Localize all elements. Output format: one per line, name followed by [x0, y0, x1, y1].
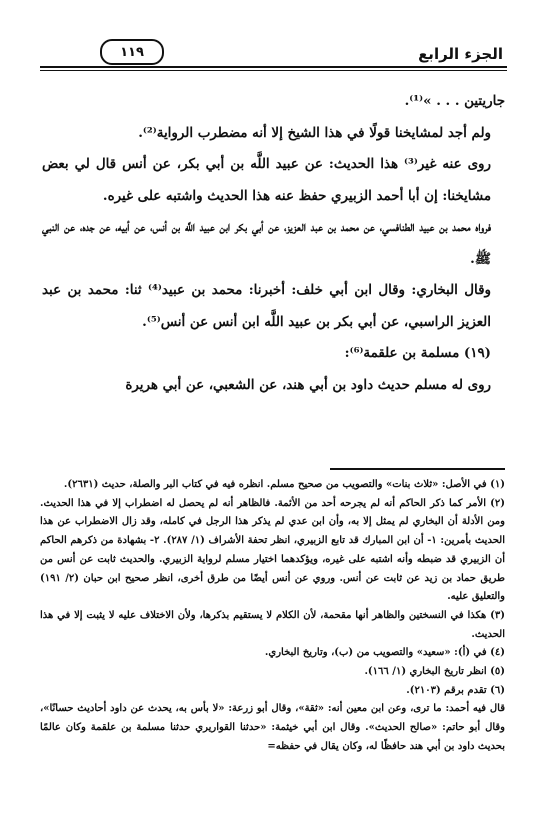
header-rule — [40, 66, 507, 68]
footnote: قال فيه أحمد: ما ترى، وعن ابن معين أنه: «ثقة»، وقال أبو زرعة: «لا بأس به، يحدث عن داود أحاديث حسانًا»، وقال أبو حاتم: «صالح الحديث». وقال ابن أبي خيثمة: «حدثنا القواريري حدثنا مسلمة بن علقمة وكان عالمًا بحديث داود بن أبي هند حافظًا له، وكان يقال في حفظه= — [40, 703, 505, 752]
footnote: (٢) الأمر كما ذكر الحاكم أنه لم يجرحه أحد من الأئمة. فالظاهر أنه لم يحصل له اضطراب إلا في هذا الحديث. ومن الأدلة أن البخاري لم يمثل إلا به، وأن ابن عدي لم يذكر هذا الرجل في كامله، وقد زال الاضطراب عن هذا الحديث بأمرين: ١- أن ابن المبارك قد تابع الزبيري، انظر تحفة الأشراف (١/ ٢٨٧). ٢- بشهادة من ذكرهم الحاكم أن الزبيري قد ضبطه وأنه اشتبه على غيره، ويؤكدهما اختيار مسلم لرواية الزبيري. والحديث ثابت عن أنس من طريق حماد بن زيد عن ثابت عن أنس. وروي عن أنس أيضًا من طرق أخرى، انظر صحيح ابن حبان (٢/ ١٩١) والتعليق عليه. — [40, 497, 505, 603]
footnote: (٤) في (أ): «سعيد» والتصويب من (ب)، وتاريخ البخاري. — [264, 647, 505, 659]
running-title: الجزء الرابع — [418, 45, 503, 63]
footnote-separator — [330, 468, 505, 470]
paragraph: ولم أجد لمشايخنا قولًا في هذا الشيخ إلا أنه مضطرب الرواية⁽²⁾. — [138, 124, 491, 141]
footnote: (٥) انظر تاريخ البخاري (١/ ١٦٦). — [364, 666, 505, 678]
main-text — [42, 86, 505, 401]
text-line: جاريتين . . . »⁽¹⁾. — [404, 93, 505, 109]
page-number-badge — [100, 39, 164, 65]
paragraph: وقال البخاري: وقال ابن أبي خلف: أخبرنا: محمد بن عبيد⁽⁴⁾ ثنا: محمد بن عبد العزيز الراسبي، عن أبي بكر بن عبيد اللَّه ابن أنس عن أنس⁽⁵⁾. — [42, 282, 491, 330]
footnotes — [40, 476, 505, 757]
footnote: (٣) هكذا في النسختين والظاهر أنها مقحمة، لأن الكلام لا يستقيم بذكرها، ولأن الاختلاف عليه لا يثبت إلا في هذا الحديث. — [40, 609, 505, 640]
paragraph: فرواه محمد بن عبيد الطنافسي، عن محمد بن عبد العزيز، عن أبي بكر ابن عبيد اللَّه بن أنس، عن أبيه، عن جده، عن النبي ﷺ. — [42, 219, 491, 267]
paragraph: روى عنه غير⁽³⁾ هذا الحديث: عن عبيد اللَّه بن أبي بكر، عن أنس قال لي بعض مشايخنا: إن أبا أحمد الزبيري حفظ عنه هذا الحديث واشتبه على غيره. — [42, 156, 491, 204]
section-heading: (١٩) مسلمة بن علقمة⁽⁶⁾: — [344, 345, 491, 361]
paragraph: روى له مسلم حديث داود بن أبي هند، عن الشعبي، عن أبي هريرة — [125, 376, 491, 393]
footnote: (٦) تقدم برقم (٢١٠٣). — [406, 684, 505, 696]
footnote: (١) في الأصل: «ثلاث بنات» والتصويب من صحيح مسلم. انظره فيه في كتاب البر والصلة، حديث (٢٦٣١). — [63, 479, 505, 490]
page-header — [40, 38, 507, 74]
page-number: ١١٩ — [120, 44, 144, 60]
header-rule-thin — [40, 70, 507, 71]
